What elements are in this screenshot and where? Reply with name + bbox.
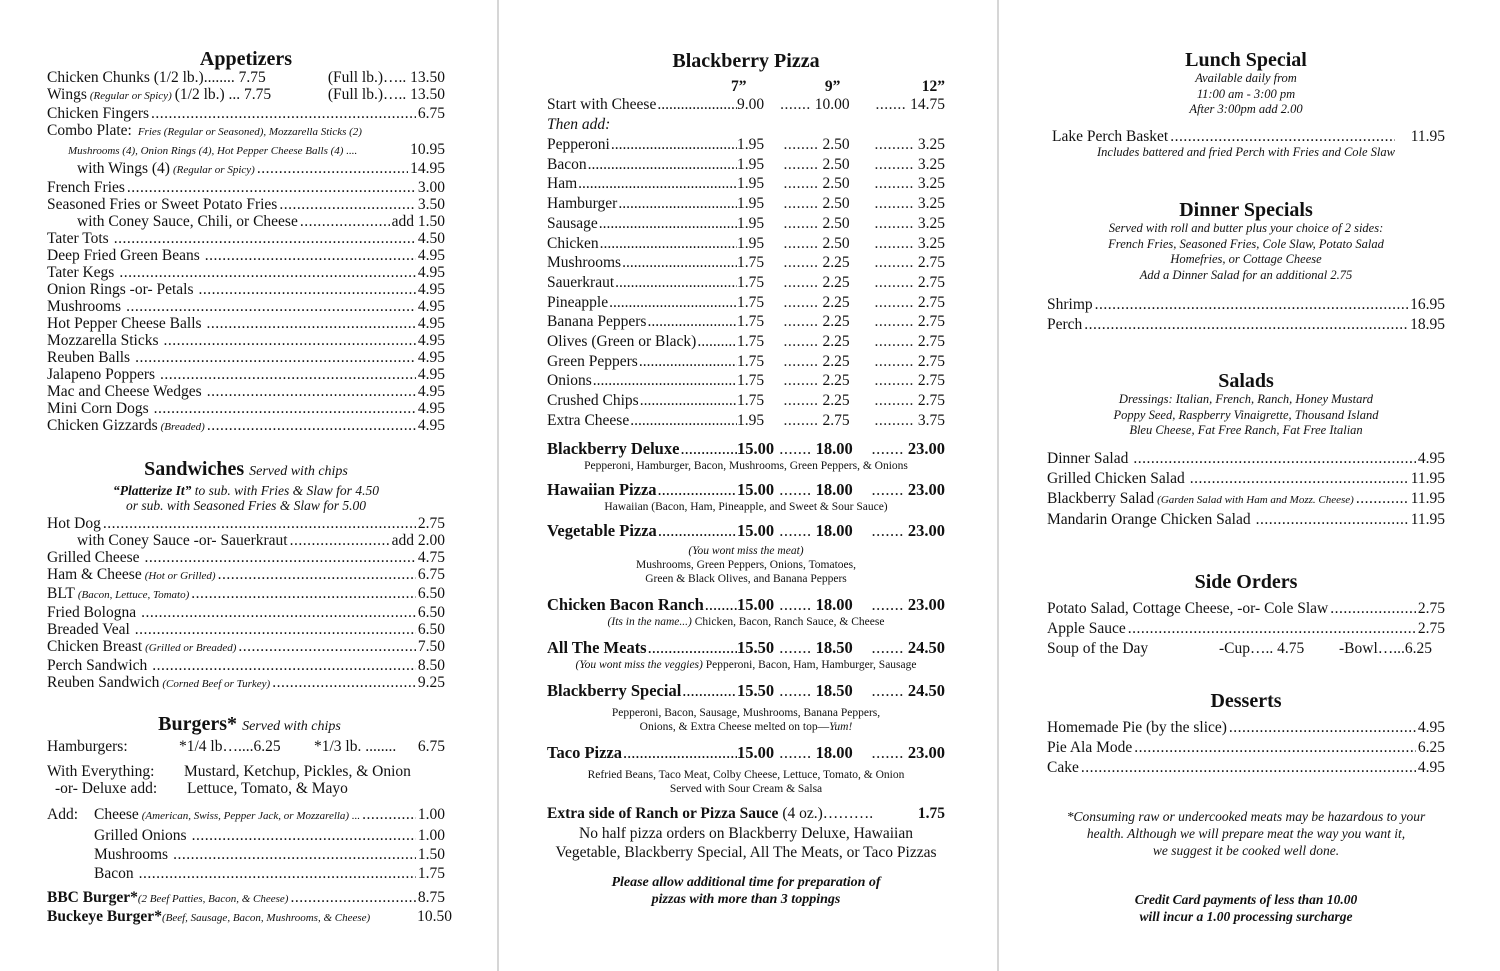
menu-item: Dinner Salad ..... 4.95 <box>1047 449 1445 469</box>
menu-item: Cake ..... 4.95 <box>1047 758 1445 778</box>
pizza-toppings-list <box>547 135 945 431</box>
half-pizza-note: No half pizza orders on Blackberry Deluxe, Hawaiian Vegetable, Blackberry Special, All The Meats, or Taco Pizzas <box>555 824 937 861</box>
menu-item: Wings (Regular or Spicy) (1/2 lb.) ... 7.75 (Full lb.)….. 13.50 <box>47 86 445 103</box>
menu-item-combo-detail: Mushrooms (4), Onion Rings (4), Hot Pepper Cheese Balls (4) .... 10.95 <box>68 141 445 158</box>
menu-item: Jalapeno Poppers ..... 4.95 <box>47 366 445 383</box>
menu-item: with Coney Sauce, Chili, or Cheese ..... add 1.50 <box>47 213 445 230</box>
menu-item: Mozzarella Sticks ..... 4.95 <box>47 332 445 349</box>
menu-item: BLT (Bacon, Lettuce, Tomato) ..... 6.50 <box>47 585 445 604</box>
menu-item: Reuben Sandwich (Corned Beef or Turkey) ..... 9.25 <box>47 674 445 693</box>
specialty-pizza-row: Taco Pizza ..... 15.00 ....... 18.00 ....... 23.00 <box>547 743 945 763</box>
menu-item: Chicken Fingers ..... 6.75 <box>47 105 445 122</box>
pizza-title: Blackberry Pizza <box>672 50 820 72</box>
platterize-note: “Platterize It” to sub. with Fries & Slaw for 4.50 or sub. with Seasoned Fries & Slaw for 5.00 <box>113 483 379 513</box>
specialty-pizza <box>547 743 945 796</box>
menu-item: Perch ..... 18.95 <box>1047 315 1445 335</box>
menu-item-combo: Combo Plate: Fries (Regular or Seasoned), Mozzarella Sticks (2) <box>47 122 362 139</box>
menu-item: Chicken Gizzards (Breaded) ..... 4.95 <box>47 417 445 436</box>
specialty-pizza-desc: Mushrooms, Green Peppers, Onions, Tomatoes, <box>635 558 857 571</box>
specialty-pizza-row: Vegetable Pizza ..... 15.00 ....... 18.00 ....... 23.00 <box>547 521 945 541</box>
menu-item: Apple Sauce ..... 2.75 <box>1047 619 1445 639</box>
menu-item: Onion Rings -or- Petals ..... 4.95 <box>47 281 445 298</box>
pizza-topping-row: Sausage ..... 1.95 ........ 2.50 ......... 3.25 <box>547 214 945 234</box>
sides-title: Side Orders <box>1194 571 1298 593</box>
pizza-topping-row: Mushrooms ..... 1.75 ........ 2.25 ......... 2.75 <box>547 253 945 273</box>
menu-item-bbc-burger: BBC Burger* (2 Beef Patties, Bacon, & Cheese) ..... 8.75 <box>47 889 445 908</box>
menu-panel-left <box>47 0 452 971</box>
sandwiches-section <box>47 458 445 693</box>
menu-item: Homemade Pie (by the slice) ..... 4.95 <box>1047 718 1445 738</box>
menu-item: Shrimp ..... 16.95 <box>1047 295 1445 315</box>
menu-item: Mandarin Orange Chicken Salad ..... 11.95 <box>1047 510 1445 530</box>
pizza-topping-row: Bacon ..... 1.95 ........ 2.50 ......... 3.25 <box>547 155 945 175</box>
menu-item: French Fries ..... 3.00 <box>47 179 445 196</box>
specialty-pizza-row: Blackberry Special ..... 15.50 ....... 18.50 ....... 24.50 <box>547 681 945 701</box>
lunch-title: Lunch Special <box>1185 49 1307 71</box>
menu-item: Seasoned Fries or Sweet Potato Fries ..... 3.50 <box>47 196 445 213</box>
burger-addons: Add: Cheese (American, Swiss, Pepper Jack, or Mozzarella) ... ..... 1.00 Grilled Onions ..... 1.00 Mushrooms ..... 1.50 Bacon ..... 1.75 <box>47 805 445 883</box>
specialty-pizza <box>547 595 945 629</box>
sides-list <box>1047 599 1445 639</box>
pizza-topping-row: Green Peppers ..... 1.75 ........ 2.25 ......... 2.75 <box>547 352 945 372</box>
extra-side-row: Extra side of Ranch or Pizza Sauce (4 oz.)………. 1.75 <box>547 804 945 822</box>
pizza-topping-row: Onions ..... 1.75 ........ 2.25 ......... 2.75 <box>547 371 945 391</box>
pizza-specials-list <box>547 439 945 796</box>
specialty-pizza <box>547 439 945 473</box>
menu-item: Breaded Veal ..... 6.50 <box>47 621 445 638</box>
appetizers-list <box>47 230 445 436</box>
soup-row: Soup of the Day -Cup….. 4.75 -Bowl…...6.25 <box>1047 640 1432 657</box>
specialty-pizza-desc: Pepperoni, Hamburger, Bacon, Mushrooms, Green Peppers, & Onions <box>584 459 908 472</box>
menu-item: Hot Pepper Cheese Balls ..... 4.95 <box>47 315 445 332</box>
then-add-label: Then add: <box>547 116 611 133</box>
panel-divider-right <box>997 0 999 971</box>
specialty-pizza-desc: Refried Beans, Taco Meat, Colby Cheese, Lettuce, Tomato, & Onion <box>587 768 905 781</box>
burger-addon-item: Bacon ..... 1.75 <box>94 864 445 883</box>
burger-addon-item: Mushrooms ..... 1.50 <box>94 845 445 864</box>
menu-item: Mini Corn Dogs ..... 4.95 <box>47 400 445 417</box>
menu-item: Chicken Chunks (1/2 lb.)........ 7.75 (Full lb.)….. 13.50 <box>47 69 445 86</box>
specialty-pizza <box>547 681 945 734</box>
menu-item: Ham & Cheese (Hot or Grilled) ..... 6.75 <box>47 566 445 585</box>
dinner-section <box>1047 199 1445 334</box>
specialty-pizza-desc: Served with Sour Cream & Salsa <box>669 782 823 795</box>
deluxe-row: -or- Deluxe add: Lettuce, Tomato, & Mayo <box>55 780 348 797</box>
sides-section <box>1047 571 1445 659</box>
with-everything-row: With Everything: Mustard, Ketchup, Pickles, & Onion <box>47 763 411 780</box>
burgers-section <box>47 713 452 927</box>
specialty-pizza-row: Hawaiian Pizza ..... 15.00 ....... 18.00 ....... 23.00 <box>547 480 945 500</box>
menu-item: Hot Dog ..... 2.75 <box>47 515 445 532</box>
menu-item: with Wings (4) (Regular or Spicy) ..... 14.95 <box>47 160 445 179</box>
dinner-title: Dinner Specials <box>1179 199 1313 221</box>
appetizers-section <box>47 48 445 436</box>
menu-item: Blackberry Salad (Garden Salad with Ham and Mozz. Cheese) ..... 11.95 <box>1047 489 1445 510</box>
pizza-topping-row: Chicken ..... 1.95 ........ 2.50 ......... 3.25 <box>547 234 945 254</box>
menu-item: Grilled Cheese ..... 4.75 <box>47 549 445 566</box>
pizza-topping-row: Pineapple ..... 1.75 ........ 2.25 ......... 2.75 <box>547 293 945 313</box>
specialty-pizza-desc: Green & Black Olives, and Banana Peppers <box>645 572 847 585</box>
pizza-size-header: 7” 9” 12” <box>730 78 945 95</box>
menu-item: Deep Fried Green Beans ..... 4.95 <box>47 247 445 264</box>
salads-list <box>1047 449 1445 530</box>
specialty-pizza-desc: (Its in the name...) Chicken, Bacon, Ranch Sauce, & Cheese <box>607 615 885 628</box>
sandwiches-list <box>47 549 445 693</box>
menu-item: Perch Sandwich ..... 8.50 <box>47 657 445 674</box>
menu-item: Grilled Chicken Salad ..... 11.95 <box>1047 469 1445 489</box>
menu-item: Reuben Balls ..... 4.95 <box>47 349 445 366</box>
pizza-topping-row: Banana Peppers ..... 1.75 ........ 2.25 ......... 2.75 <box>547 312 945 332</box>
pizza-section <box>547 50 945 908</box>
specialty-pizza: Vegetable Pizza ..... 15.00 ....... 18.00 ....... 23.00 (You wont miss the meat) Mushrooms, Green Peppers, Onions, Tomatoes, Green & Black Olives, and Banana Peppers <box>547 521 945 586</box>
specialty-pizza <box>547 480 945 514</box>
menu-item: Chicken Breast (Grilled or Breaded) ..... 7.50 <box>47 638 445 657</box>
specialty-pizza-desc: Pepperoni, Bacon, Sausage, Mushrooms, Banana Peppers, <box>611 706 881 719</box>
menu-item: Potato Salad, Cottage Cheese, -or- Cole Slaw ..... 2.75 <box>1047 599 1445 619</box>
hamburgers-row: Hamburgers: *1/4 lb…....6.25 *1/3 lb. ........ 6.75 <box>47 738 445 755</box>
pizza-topping-row: Sauerkraut ..... 1.75 ........ 2.25 ......... 2.75 <box>547 273 945 293</box>
dressings-notes: Dressings: Italian, French, Ranch, Honey Mustard Poppy Seed, Raspberry Vinaigrette, Thousand Island Bleu Cheese, Fat Free Ranch, Fat Free Italian <box>1113 392 1379 437</box>
specialty-pizza-row: Blackberry Deluxe ..... 15.00 ....... 18.00 ....... 23.00 <box>547 439 945 459</box>
panel-divider-left <box>497 0 499 971</box>
menu-item: Mushrooms ..... 4.95 <box>47 298 445 315</box>
desserts-list <box>1047 718 1445 778</box>
topping-time-note: Please allow additional time for preparation of pizzas with more than 3 toppings <box>611 874 881 907</box>
menu-item: Fried Bologna ..... 6.50 <box>47 604 445 621</box>
pizza-topping-row: Hamburger ..... 1.95 ........ 2.50 ......... 3.25 <box>547 194 945 214</box>
burgers-title: Burgers* Served with chips <box>158 713 341 735</box>
menu-item: Tater Kegs ..... 4.95 <box>47 264 445 281</box>
specialty-pizza-desc: Hawaiian (Bacon, Ham, Pineapple, and Sweet & Sour Sauce) <box>604 500 888 513</box>
burger-addon-item: Grilled Onions ..... 1.00 <box>94 826 445 845</box>
salads-section <box>1047 370 1445 530</box>
specialty-pizza <box>547 638 945 672</box>
pizza-topping-row: Ham ..... 1.95 ........ 2.50 ......... 3.25 <box>547 174 945 194</box>
pizza-topping-row: Crushed Chips ..... 1.75 ........ 2.25 ......... 2.75 <box>547 391 945 411</box>
specialty-pizza-row: All The Meats ..... 15.50 ....... 18.50 ....... 24.50 <box>547 638 945 658</box>
undercooked-disclaimer: *Consuming raw or undercooked meats may be hazardous to your health. Although we will prepare meat the way you want it, we suggest it be cooked well done. <box>1066 809 1426 858</box>
pizza-topping-row: Olives (Green or Black) ..... 1.75 ........ 2.25 ......... 2.75 <box>547 332 945 352</box>
credit-card-note: Credit Card payments of less than 10.00 will incur a 1.00 processing surcharge <box>1134 892 1358 924</box>
pizza-topping-row: Pepperoni ..... 1.95 ........ 2.50 ......... 3.25 <box>547 135 945 155</box>
lunch-section: Lunch Special Available daily from 11:00 am - 3:00 pm After 3:00pm add 2.00 Lake Perch Basket ..... 11.95 Includes battered and fried Perch with Fries and Cole Slaw <box>1047 49 1445 160</box>
specialty-pizza-desc: (You wont miss the veggies) Pepperoni, Bacon, Ham, Hamburger, Sausage <box>575 658 917 671</box>
burger-addon-item: Cheese (American, Swiss, Pepper Jack, or Mozzarella) ... ..... 1.00 <box>94 805 445 826</box>
menu-item: Lake Perch Basket ..... 11.95 <box>1047 128 1445 145</box>
sandwiches-title: Sandwiches Served with chips <box>144 458 348 480</box>
specialty-pizza-row: Chicken Bacon Ranch ..... 15.00 ....... 18.00 ....... 23.00 <box>547 595 945 615</box>
desserts-title: Desserts <box>1210 690 1282 712</box>
menu-item: Pie Ala Mode ..... 6.25 <box>1047 738 1445 758</box>
salads-title: Salads <box>1218 370 1274 392</box>
menu-item: Tater Tots ..... 4.50 <box>47 230 445 247</box>
pizza-topping-row: Extra Cheese ..... 1.95 ........ 2.75 ......... 3.75 <box>547 411 945 431</box>
menu-item: Mac and Cheese Wedges ..... 4.95 <box>47 383 445 400</box>
dinner-list <box>1047 295 1445 334</box>
appetizers-title: Appetizers <box>199 48 293 70</box>
menu-item: with Coney Sauce -or- Sauerkraut ..... add 2.00 <box>47 532 445 549</box>
lunch-notes: Available daily from 11:00 am - 3:00 pm After 3:00pm add 2.00 <box>1189 71 1303 116</box>
pizza-cheese-base-row: Start with Cheese ..... 9.00 ....... 10.00 ....... 14.75 <box>547 96 945 114</box>
menu-panel-right <box>1047 0 1445 971</box>
specialty-pizza-desc: Onions, & Extra Cheese melted on top—Yum! <box>639 720 853 733</box>
menu-panel-center <box>547 0 945 971</box>
dinner-notes: Served with roll and butter plus your choice of 2 sides: French Fries, Seasoned Fries, Cole Slaw, Potato Salad Homefries, or Cottage Cheese Add a Dinner Salad for an additional 2.75 <box>1108 221 1384 282</box>
desserts-section <box>1047 690 1445 778</box>
menu-item-buckeye-burger: Buckeye Burger* (Beef, Sausage, Bacon, Mushrooms, & Cheese) 10.50 <box>47 908 452 925</box>
